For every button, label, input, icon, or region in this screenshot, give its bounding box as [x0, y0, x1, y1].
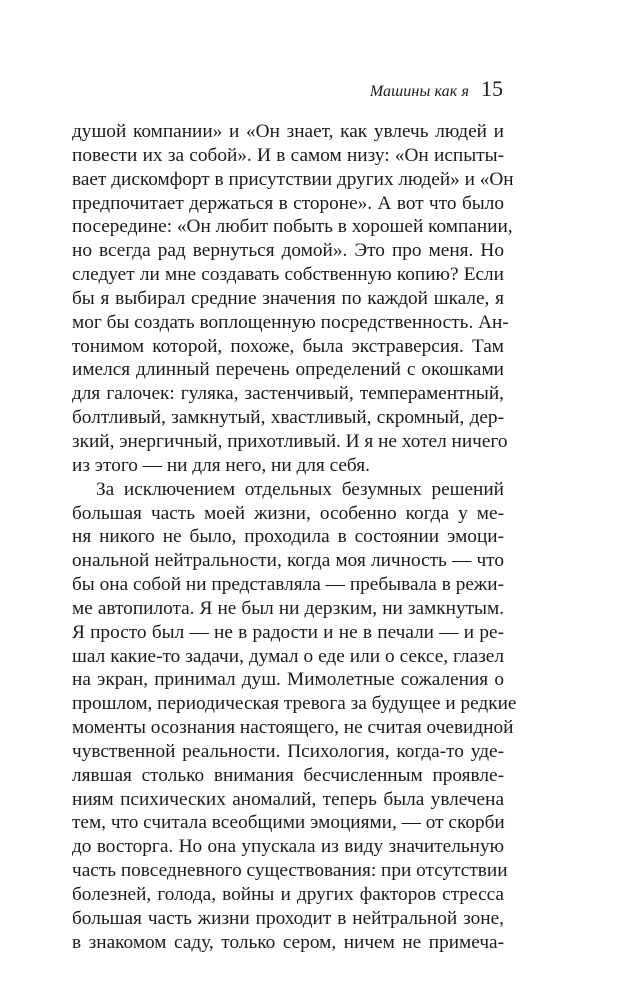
text-line: лявшая столько внимания бесчисленным проявле- [72, 764, 504, 786]
text-line: следует ли мне создавать собственную копию? Если [72, 264, 504, 286]
text-line: мог бы создать воплощенную посредственность. Ан- [72, 311, 509, 333]
text-line: до восторга. Но она упускала из виду значительную [72, 836, 504, 858]
text-line: ональной нейтральности, когда моя личность — что [72, 550, 504, 572]
text-line: часть повседневного существования: при отсутствии [72, 860, 508, 882]
text-line: прошлом, периодическая тревога за будущее и редкие [72, 693, 517, 715]
text-line: большая часть жизни проходит в нейтральной зоне, [72, 907, 504, 929]
body-text [72, 120, 517, 955]
text-line: в знакомом саду, только сером, ничем не примеча- [72, 931, 504, 953]
text-line: но всегда рад вернуться домой». Это про меня. Но [72, 240, 504, 262]
text-line: ниям психических аномалий, теперь была увлечена [72, 788, 504, 810]
text-line: За исключением отдельных безумных решений [96, 478, 504, 500]
text-line: посередине: «Он любит побыть в хорошей компании, [72, 216, 513, 238]
text-line: имелся длинный перечень определений с окошками [72, 359, 504, 381]
paragraph-1 [72, 120, 514, 478]
text-line: тонимом которой, похоже, была экстраверсия. Там [72, 335, 504, 357]
text-line: ня никого не было, проходила в состоянии эмоци- [72, 526, 504, 548]
running-head [370, 78, 503, 101]
text-line: предпочитает держаться в стороне». А вот что было [72, 192, 504, 214]
text-line: болезней, голода, войны и других факторов стресса [72, 884, 504, 905]
text-line: ме автопилота. Я не был ни дерзким, ни замкнутым. [72, 597, 504, 619]
text-line: из этого — ни для него, ни для себя. [72, 454, 370, 476]
text-line: большая часть моей жизни, особенно когда у ме- [72, 502, 504, 524]
text-line: тем, что считала всеобщими эмоциями, — от скорби [72, 812, 505, 834]
text-line: шал какие-то задачи, думал о еде или о сексе, глазел [72, 645, 504, 667]
text-line: зкий, энергичный, прихотливый. И я не хотел ничего [72, 430, 508, 452]
text-line: болтливый, замкнутый, хвастливый, скромный, дер- [72, 407, 504, 429]
running-title: Машины как я [369, 83, 469, 100]
text-line: для галочек: гуляка, застенчивый, темпераментный, [72, 383, 504, 405]
text-line: повести их за собой». И в самом низу: «Он испыты- [72, 144, 504, 166]
text-line: душой компании» и «Он знает, как увлечь людей и [72, 121, 504, 142]
text-line: вает дискомфорт в присутствии других людей» и «Он [72, 168, 514, 190]
text-line: чувственной реальности. Психология, когда-то уде- [72, 740, 504, 762]
text-line: Я просто был — не в радости и не в печали — и ре- [72, 621, 504, 643]
text-line: бы я выбирал средние значения по каждой шкале, я [72, 287, 504, 309]
text-line: моменты осознания настоящего, не считая очевидной [72, 717, 514, 739]
page-number: 15 [481, 76, 503, 101]
text-line: бы она собой ни представляла — пребывала в режи- [72, 574, 504, 596]
text-line: на экран, принимал душ. Мимолетные сожаления о [72, 669, 504, 691]
paragraph-2 [72, 478, 517, 955]
